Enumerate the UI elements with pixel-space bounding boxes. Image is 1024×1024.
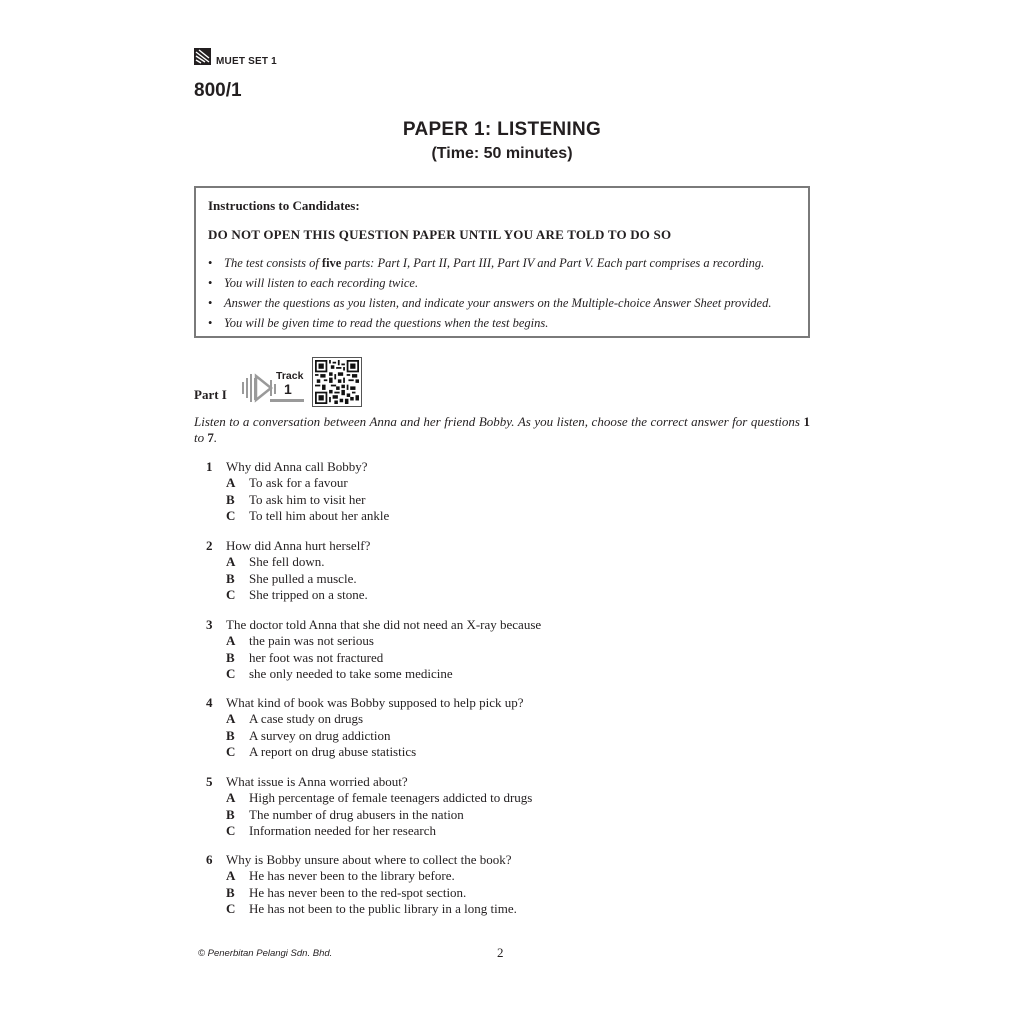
answer-option: A High percentage of female teenagers addicted to drugs (226, 790, 533, 806)
question-number: 6 (206, 852, 213, 867)
publisher-logo-icon (194, 48, 211, 65)
question-text: How did Anna hurt herself? (226, 538, 371, 553)
question-text: The doctor told Anna that she did not need an X-ray because (226, 617, 542, 632)
instruction-item: • The test consists of five parts: Part I, Part II, Part III, Part IV and Part V. Each part comprises a recording. (208, 253, 796, 273)
answer-option: B She pulled a muscle. (226, 570, 357, 586)
answer-option: C He has not been to the public library in a long time. (226, 901, 517, 917)
answer-option: A A case study on drugs (226, 711, 364, 727)
answer-option: A He has never been to the library before. (226, 868, 455, 884)
instructions-warning: DO NOT OPEN THIS QUESTION PAPER UNTIL YOU ARE TOLD TO DO SO (208, 227, 672, 242)
answer-option: B To ask him to visit her (226, 491, 366, 507)
question (194, 852, 810, 918)
question (194, 617, 810, 683)
question (194, 695, 810, 761)
question-text: Why is Bobby unsure about where to collect the book? (226, 852, 512, 867)
instructions-list (208, 253, 796, 333)
answer-option: C Information needed for her research (226, 823, 436, 839)
qr-code-icon[interactable] (312, 357, 362, 407)
answer-option: B her foot was not fractured (226, 649, 384, 665)
answer-option: A She fell down. (226, 554, 325, 570)
instructions-box (194, 186, 810, 338)
instruction-item: • Answer the questions as you listen, and indicate your answers on the Multiple-choice Answer Sheet provided. (208, 293, 796, 313)
instruction-item: • You will listen to each recording twice. (208, 273, 796, 293)
question (194, 774, 810, 840)
question-number: 3 (206, 617, 213, 632)
question-number: 5 (206, 774, 213, 789)
answer-option: C A report on drug abuse statistics (226, 744, 417, 760)
question-text: Why did Anna call Bobby? (226, 459, 368, 474)
copyright-notice: © Penerbitan Pelangi Sdn. Bhd. (198, 948, 333, 959)
paper-time: (Time: 50 minutes) (431, 145, 573, 162)
paper-code: 800/1 (194, 80, 242, 101)
part-label: Part I (194, 387, 227, 402)
page-number: 2 (497, 945, 504, 960)
paper-title: PAPER 1: LISTENING (402, 119, 602, 140)
answer-option: A the pain was not serious (226, 633, 374, 649)
question-number: 1 (206, 459, 213, 474)
answer-option: C To tell him about her ankle (226, 508, 390, 524)
answer-option: B A survey on drug addiction (226, 727, 391, 743)
part-instructions: Listen to a conversation between Anna and her friend Bobby. As you listen, choose the correct answer for questions 1 to 7. (194, 414, 810, 445)
track-number: 1 (284, 381, 292, 397)
question-number: 4 (206, 695, 213, 710)
question (194, 459, 810, 525)
answer-option: A To ask for a favour (226, 475, 348, 491)
set-label: MUET SET 1 (216, 56, 277, 67)
question-number: 2 (206, 538, 213, 553)
question (194, 538, 810, 604)
answer-option: C She tripped on a stone. (226, 587, 368, 603)
track-label: Track (276, 370, 304, 382)
instructions-heading: Instructions to Candidates: (208, 198, 360, 213)
question-text: What kind of book was Bobby supposed to help pick up? (226, 695, 524, 710)
question-text: What issue is Anna worried about? (226, 774, 408, 789)
instruction-item: • You will be given time to read the questions when the test begins. (208, 313, 796, 333)
answer-option: C she only needed to take some medicine (226, 666, 453, 682)
answer-option: B The number of drug abusers in the nation (226, 806, 464, 822)
answer-option: B He has never been to the red-spot section. (226, 884, 467, 900)
